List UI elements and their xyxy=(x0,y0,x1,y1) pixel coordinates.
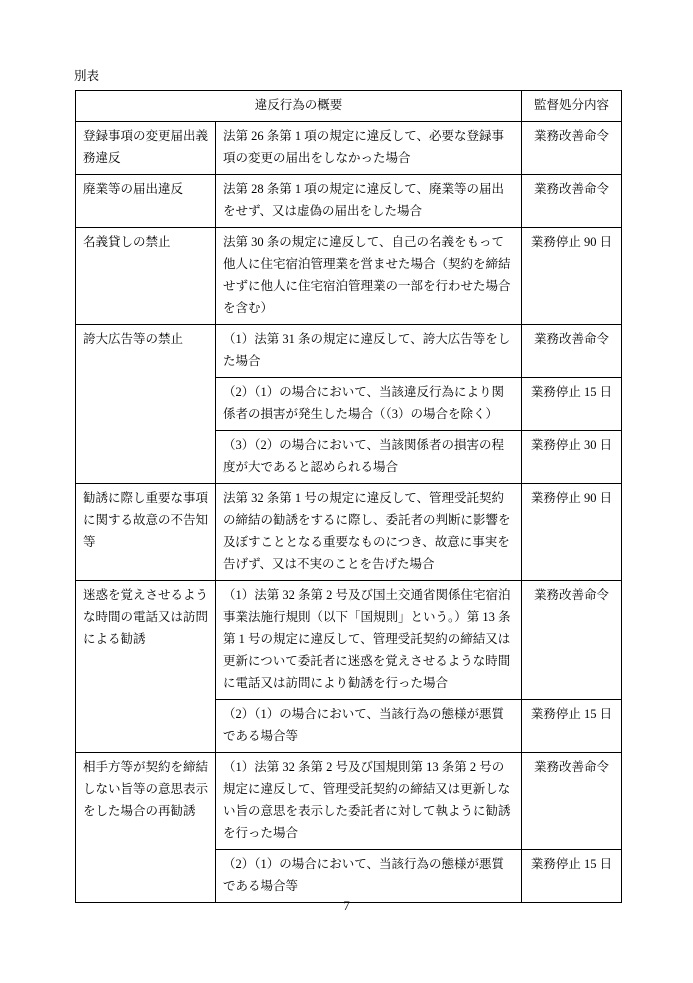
appendix-label: 別表 xyxy=(74,69,100,83)
description-cell: （2）（1）の場合において、当該行為の態様が悪質である場合等 xyxy=(216,850,522,903)
description-cell: （1）法第 32 条第 2 号及び国土交通省関係住宅宿泊事業法施行規則（以下「国規則」という。）第 13 条第 1 号の規定に違反して、管理受託契約の締結又は更新について委託者に迷惑を覚えさせるような時間に電話又は訪問により勧誘を行った場合 xyxy=(216,581,522,700)
violations-table-container xyxy=(75,90,621,903)
category-cell: 廃業等の届出違反 xyxy=(76,175,216,228)
description-cell: （2）（1）の場合において、当該行為の態様が悪質である場合等 xyxy=(216,700,522,753)
disposition-cell: 業務停止 15 日 xyxy=(522,378,622,431)
category-cell: 迷惑を覚えさせるような時間の電話又は訪問による勧誘 xyxy=(76,581,216,753)
description-cell: （2）（1）の場合において、当該違反行為により関係者の損害が発生した場合（（3）の場合を除く） xyxy=(216,378,522,431)
disposition-cell: 業務改善命令 xyxy=(522,325,622,378)
description-cell: 法第 28 条第 1 項の規定に違反して、廃業等の届出をせず、又は虚偽の届出をした場合 xyxy=(216,175,522,228)
table-row xyxy=(76,122,622,175)
description-cell: （3）（2）の場合において、当該関係者の損害の程度が大であると認められる場合 xyxy=(216,431,522,484)
page-number: 7 xyxy=(343,898,350,913)
header-overview: 違反行為の概要 xyxy=(76,91,522,122)
category-cell: 勧誘に際し重要な事項に関する故意の不告知等 xyxy=(76,484,216,581)
disposition-cell: 業務停止 90 日 xyxy=(522,484,622,581)
description-cell: （1）法第 31 条の規定に違反して、誇大広告等をした場合 xyxy=(216,325,522,378)
table-row xyxy=(76,753,622,850)
description-cell: 法第 30 条の規定に違反して、自己の名義をもって他人に住宅宿泊管理業を営ませた場合（契約を締結せずに他人に住宅宿泊管理業の一部を行わせた場合を含む） xyxy=(216,228,522,325)
category-cell: 登録事項の変更届出義務違反 xyxy=(76,122,216,175)
disposition-cell: 業務改善命令 xyxy=(522,175,622,228)
disposition-cell: 業務停止 90 日 xyxy=(522,228,622,325)
table-row xyxy=(76,581,622,700)
table-row xyxy=(76,228,622,325)
disposition-cell: 業務改善命令 xyxy=(522,581,622,700)
violations-table xyxy=(75,90,622,903)
description-cell: （1）法第 32 条第 2 号及び国規則第 13 条第 2 号の規定に違反して、管理受託契約の締結又は更新しない旨の意思を表示した委託者に対して執ように勧誘を行った場合 xyxy=(216,753,522,850)
table-row xyxy=(76,325,622,378)
description-cell: 法第 32 条第 1 号の規定に違反して、管理受託契約の締結の勧誘をするに際し、委託者の判断に影響を及ぼすこととなる重要なものにつき、故意に事実を告げず、又は不実のことを告げた場合 xyxy=(216,484,522,581)
table-row xyxy=(76,175,622,228)
disposition-cell: 業務停止 15 日 xyxy=(522,700,622,753)
disposition-cell: 業務停止 30 日 xyxy=(522,431,622,484)
table-row xyxy=(76,484,622,581)
category-cell: 誇大広告等の禁止 xyxy=(76,325,216,484)
table-header-row xyxy=(76,91,622,122)
category-cell: 名義貸しの禁止 xyxy=(76,228,216,325)
disposition-cell: 業務停止 15 日 xyxy=(522,850,622,903)
disposition-cell: 業務改善命令 xyxy=(522,122,622,175)
header-disposition: 監督処分内容 xyxy=(522,91,622,122)
description-cell: 法第 26 条第 1 項の規定に違反して、必要な登録事項の変更の届出をしなかった場合 xyxy=(216,122,522,175)
category-cell: 相手方等が契約を締結しない旨等の意思表示をした場合の再勧誘 xyxy=(76,753,216,903)
disposition-cell: 業務改善命令 xyxy=(522,753,622,850)
